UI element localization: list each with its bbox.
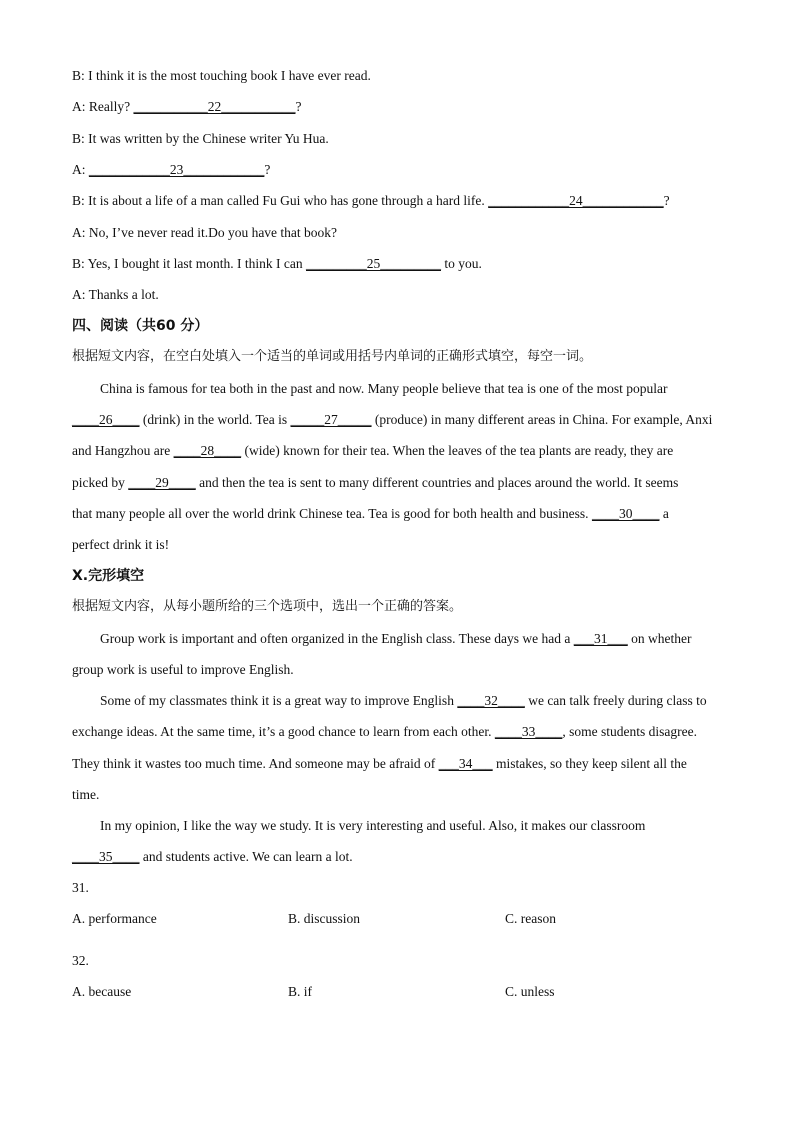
reading-heading: 四、阅读（共60 分） bbox=[72, 318, 209, 334]
reading-paragraph-line bbox=[72, 505, 722, 523]
paragraph-text: Group work is important and often organized in the English class. These days we had a bbox=[100, 631, 574, 646]
dialogue-text: B: I think it is the most touching book I have ever read. bbox=[72, 68, 371, 83]
blank-32[interactable]: ____32____ bbox=[457, 693, 525, 708]
cloze-paragraph-line bbox=[72, 786, 722, 804]
blank-28[interactable]: ____28____ bbox=[173, 443, 242, 458]
dialogue-text: ? bbox=[663, 193, 670, 208]
dialogue-line-3 bbox=[72, 130, 722, 148]
paragraph-text: , some students disagree. bbox=[562, 724, 697, 739]
reading-paragraph-line bbox=[72, 442, 722, 460]
paragraph-text: a bbox=[659, 506, 669, 521]
reading-paragraph-line bbox=[100, 380, 722, 398]
dialogue-text: B: It was written by the Chinese writer Yu Hua. bbox=[72, 131, 329, 146]
blank-29[interactable]: ____29____ bbox=[128, 475, 196, 490]
dialogue-text: ? bbox=[264, 162, 271, 177]
dialogue-line-5 bbox=[72, 192, 722, 210]
blank-26[interactable]: ____26____ bbox=[72, 412, 140, 427]
paragraph-text: time. bbox=[72, 787, 100, 802]
paragraph-text: China is famous for tea both in the past and now. Many people believe that tea is one of the most popular bbox=[100, 381, 668, 396]
dialogue-text: B: Yes, I bought it last month. I think I can bbox=[72, 256, 306, 271]
paragraph-text: that many people all over the world drink Chinese tea. Tea is good for both health and business. bbox=[72, 506, 592, 521]
paragraph-text: They think it wastes too much time. And someone may be afraid of bbox=[72, 756, 439, 771]
dialogue-line-4 bbox=[72, 161, 722, 179]
cloze-paragraph-line bbox=[100, 817, 722, 835]
paragraph-text: picked by bbox=[72, 475, 129, 490]
question-32-option-c[interactable]: C. unless bbox=[505, 984, 555, 999]
reading-paragraph-line bbox=[72, 411, 722, 429]
paragraph-text: In my opinion, I like the way we study. It is very interesting and useful. Also, it makes our classroom bbox=[100, 818, 646, 833]
question-31-option-a[interactable]: A. performance bbox=[72, 911, 157, 926]
reading-paragraph-line bbox=[72, 474, 722, 492]
dialogue-text: A: No, I’ve never read it.Do you have that book? bbox=[72, 225, 338, 240]
dialogue-line-8 bbox=[72, 286, 722, 304]
cloze-instruction: 根据短文内容，从每小题所给的三个选项中，选出一个正确的答案。 bbox=[72, 599, 463, 614]
blank-23[interactable]: ____________23____________ bbox=[88, 162, 265, 177]
reading-instruction: 根据短文内容，在空白处填入一个适当的单词或用括号内单词的正确形式填空，每空一词。 bbox=[72, 349, 593, 364]
blank-25[interactable]: _________25_________ bbox=[306, 256, 441, 271]
paragraph-text: (produce) in many different areas in China. For example, Anxi bbox=[371, 412, 713, 427]
cloze-paragraph-line bbox=[72, 848, 722, 866]
paragraph-text: (wide) known for their tea. When the leaves of the tea plants are ready, they are bbox=[241, 443, 674, 458]
dialogue-line-6 bbox=[72, 224, 722, 242]
blank-30[interactable]: ____30____ bbox=[591, 506, 660, 521]
paragraph-text: and students active. We can learn a lot. bbox=[139, 849, 353, 864]
dialogue-text: ? bbox=[295, 99, 302, 114]
question-number: 31. bbox=[72, 880, 89, 895]
paragraph-text: (drink) in the world. Tea is bbox=[139, 412, 291, 427]
blank-33[interactable]: ____33____ bbox=[494, 724, 563, 739]
paragraph-text: perfect drink it is! bbox=[72, 537, 170, 552]
blank-34[interactable]: ___34___ bbox=[438, 756, 493, 771]
dialogue-line-7 bbox=[72, 255, 722, 273]
question-32-option-a[interactable]: A. because bbox=[72, 984, 132, 999]
dialogue-text: A: Really? bbox=[72, 99, 134, 114]
blank-35[interactable]: ____35____ bbox=[72, 849, 140, 864]
dialogue-text: A: Thanks a lot. bbox=[72, 287, 159, 302]
question-31-option-c[interactable]: C. reason bbox=[505, 911, 556, 926]
blank-22[interactable]: ___________22___________ bbox=[133, 99, 296, 114]
paragraph-text: and then the tea is sent to many different countries and places around the world. It seems bbox=[195, 475, 679, 490]
dialogue-line-2 bbox=[72, 98, 722, 116]
paragraph-text: group work is useful to improve English. bbox=[72, 662, 294, 677]
cloze-paragraph-line bbox=[72, 661, 722, 679]
blank-24[interactable]: ____________24____________ bbox=[488, 193, 664, 208]
blank-31[interactable]: ___31___ bbox=[573, 631, 628, 646]
cloze-paragraph-line bbox=[100, 630, 722, 648]
dialogue-text: B: It is about a life of a man called Fu Gui who has gone through a hard life. bbox=[72, 193, 489, 208]
question-number: 32. bbox=[72, 953, 89, 968]
paragraph-text: mistakes, so they keep silent all the bbox=[492, 756, 687, 771]
dialogue-text: to you. bbox=[441, 256, 482, 271]
paragraph-text: exchange ideas. At the same time, it’s a good chance to learn from each other. bbox=[72, 724, 495, 739]
dialogue-text: A: bbox=[72, 162, 89, 177]
blank-27[interactable]: _____27_____ bbox=[290, 412, 372, 427]
cloze-paragraph-line bbox=[100, 692, 722, 710]
cloze-heading: X.完形填空 bbox=[72, 568, 145, 584]
reading-paragraph-line bbox=[72, 536, 722, 554]
dialogue-line-1 bbox=[72, 67, 722, 85]
paragraph-text: and Hangzhou are bbox=[72, 443, 174, 458]
question-32-option-b[interactable]: B. if bbox=[288, 984, 313, 999]
paragraph-text: on whether bbox=[627, 631, 692, 646]
question-31-option-b[interactable]: B. discussion bbox=[288, 911, 361, 926]
paragraph-text: we can talk freely during class to bbox=[524, 693, 707, 708]
paragraph-text: Some of my classmates think it is a great way to improve English bbox=[100, 693, 458, 708]
cloze-paragraph-line bbox=[72, 755, 722, 773]
cloze-paragraph-line bbox=[72, 723, 722, 741]
